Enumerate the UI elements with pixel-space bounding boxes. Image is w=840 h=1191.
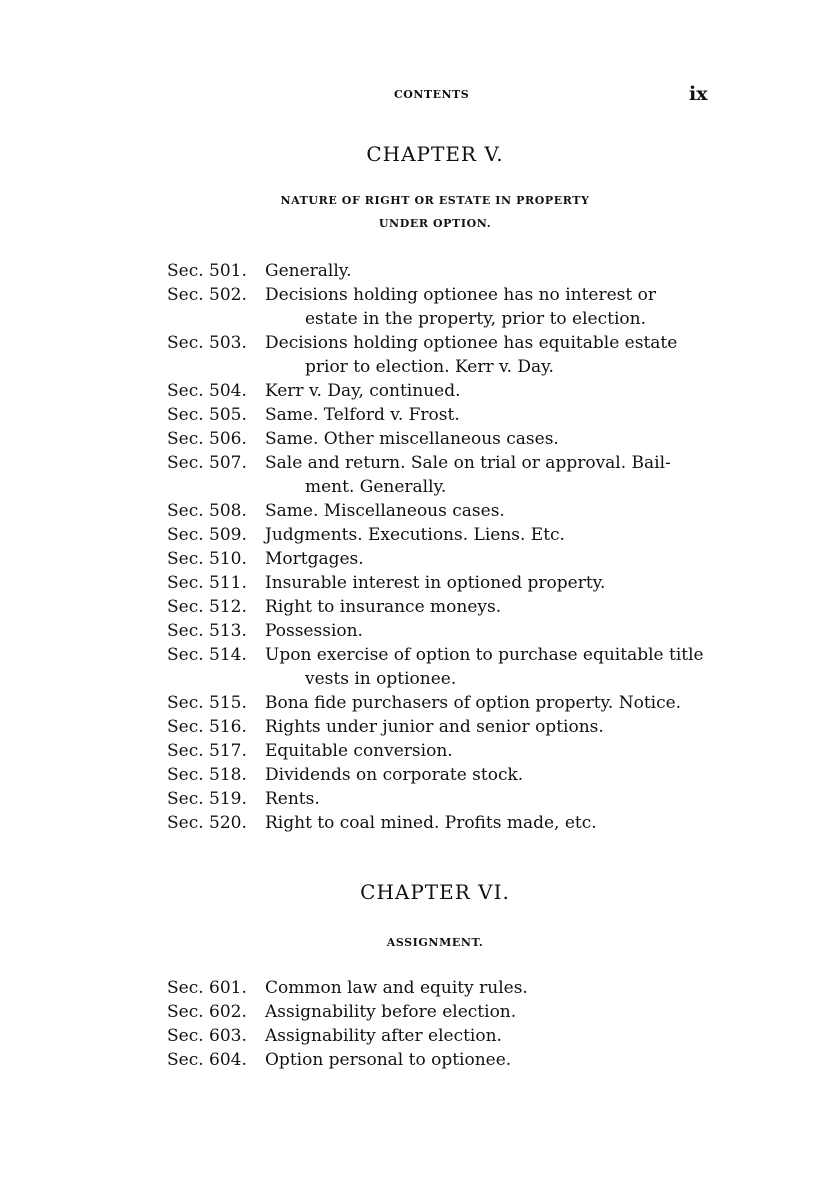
section-entry <box>167 523 727 547</box>
section-title-line: Right to coal mined. Profits made, etc. <box>265 813 597 833</box>
section-title-line: Dividends on corporate stock. <box>265 765 524 785</box>
section-title-line: Mortgages. <box>265 549 364 569</box>
section-number: Sec. 520. <box>167 813 247 833</box>
section-title-line: Judgments. Executions. Liens. Etc. <box>265 525 565 545</box>
section-number: Sec. 517. <box>167 741 247 761</box>
chapter-subtitle-line: NATURE OF RIGHT OR ESTATE IN PROPERTY <box>280 194 590 207</box>
section-entry <box>167 787 727 811</box>
section-title <box>265 547 727 571</box>
section-title-line: Possession. <box>265 621 363 641</box>
section-title <box>265 715 727 739</box>
section-number: Sec. 518. <box>167 765 247 785</box>
section-number: Sec. 512. <box>167 597 247 617</box>
section-number: Sec. 515. <box>167 693 247 713</box>
running-head <box>0 83 840 108</box>
section-title <box>265 499 727 523</box>
section-entry <box>167 691 727 715</box>
section-title <box>265 427 727 451</box>
section-title-line: Upon exercise of option to purchase equitable title <box>265 645 704 665</box>
section-title-line: Sale and return. Sale on trial or approval. Bail- <box>265 453 671 473</box>
section-title-line: Option personal to optionee. <box>265 1050 512 1070</box>
section-title <box>265 523 727 547</box>
section-title-line: Assignability after election. <box>265 1026 502 1046</box>
running-head-title: CONTENTS <box>394 88 470 101</box>
section-title-continuation: ment. Generally. <box>305 477 447 497</box>
section-title-line: Decisions holding optionee has no interest or <box>265 285 656 305</box>
section-entry <box>167 763 727 787</box>
section-title-line: Equitable conversion. <box>265 741 453 761</box>
section-number: Sec. 506. <box>167 429 247 449</box>
section-title-continuation: estate in the property, prior to election. <box>305 309 646 329</box>
section-number: Sec. 507. <box>167 453 247 473</box>
section-title <box>265 1024 727 1048</box>
section-title <box>265 283 727 331</box>
section-entry <box>167 379 727 403</box>
section-number: Sec. 508. <box>167 501 247 521</box>
section-entry <box>167 643 727 691</box>
section-title-line: Right to insurance moneys. <box>265 597 502 617</box>
section-title-line: Common law and equity rules. <box>265 978 528 998</box>
chapter-title: CHAPTER VI. <box>360 880 510 904</box>
section-title-line: Rents. <box>265 789 320 809</box>
section-entry <box>167 259 727 283</box>
section-number: Sec. 601. <box>167 978 247 998</box>
section-title-line: Generally. <box>265 261 352 281</box>
chapter-subtitle-line: UNDER OPTION. <box>378 217 492 230</box>
section-number: Sec. 505. <box>167 405 247 425</box>
section-entry <box>167 403 727 427</box>
section-number: Sec. 504. <box>167 381 247 401</box>
section-entry <box>167 547 727 571</box>
section-title <box>265 619 727 643</box>
section-title-line: Insurable interest in optioned property. <box>265 573 606 593</box>
section-title <box>265 1048 727 1072</box>
section-entry <box>167 283 727 331</box>
section-title-line: Same. Other miscellaneous cases. <box>265 429 559 449</box>
section-title <box>265 403 727 427</box>
section-entry <box>167 595 727 619</box>
chapter-subtitle-line: ASSIGNMENT. <box>386 936 484 949</box>
section-title-line: Kerr v. Day, continued. <box>265 381 461 401</box>
section-entry <box>167 811 727 835</box>
section-number: Sec. 519. <box>167 789 247 809</box>
section-title <box>265 739 727 763</box>
section-entry <box>167 715 727 739</box>
section-entry <box>167 331 727 379</box>
section-number: Sec. 511. <box>167 573 247 593</box>
section-number: Sec. 603. <box>167 1026 247 1046</box>
chapter-title: CHAPTER V. <box>366 142 504 166</box>
section-title <box>265 595 727 619</box>
section-number: Sec. 509. <box>167 525 247 545</box>
section-title <box>265 451 727 499</box>
section-title-line: Same. Telford v. Frost. <box>265 405 460 425</box>
section-title <box>265 331 727 379</box>
page-number: ix <box>689 83 708 105</box>
section-title <box>265 691 727 715</box>
section-title <box>265 643 727 691</box>
section-title-line: Assignability before election. <box>265 1002 517 1022</box>
section-entry <box>167 1024 727 1048</box>
section-entry <box>167 739 727 763</box>
section-entry <box>167 1000 727 1024</box>
section-number: Sec. 602. <box>167 1002 247 1022</box>
section-entry <box>167 571 727 595</box>
section-list <box>167 976 727 1072</box>
section-title-continuation: vests in optionee. <box>305 669 457 689</box>
section-number: Sec. 604. <box>167 1050 247 1070</box>
section-number: Sec. 514. <box>167 645 247 665</box>
section-title <box>265 1000 727 1024</box>
section-entry <box>167 976 727 1000</box>
section-number: Sec. 510. <box>167 549 247 569</box>
section-title <box>265 571 727 595</box>
section-entry <box>167 427 727 451</box>
section-number: Sec. 502. <box>167 285 247 305</box>
section-number: Sec. 513. <box>167 621 247 641</box>
section-title-continuation: prior to election. Kerr v. Day. <box>305 357 554 377</box>
section-title <box>265 976 727 1000</box>
section-entry <box>167 619 727 643</box>
section-title <box>265 787 727 811</box>
section-title-line: Decisions holding optionee has equitable estate <box>265 333 678 353</box>
section-title <box>265 379 727 403</box>
section-number: Sec. 501. <box>167 261 247 281</box>
section-number: Sec. 503. <box>167 333 247 353</box>
section-title-line: Bona fide purchasers of option property. Notice. <box>265 693 682 713</box>
section-entry <box>167 451 727 499</box>
section-entry <box>167 499 727 523</box>
section-title-line: Rights under junior and senior options. <box>265 717 604 737</box>
section-entry <box>167 1048 727 1072</box>
section-title <box>265 811 727 835</box>
section-number: Sec. 516. <box>167 717 247 737</box>
section-list <box>167 259 727 835</box>
section-title <box>265 259 727 283</box>
section-title-line: Same. Miscellaneous cases. <box>265 501 505 521</box>
section-title <box>265 763 727 787</box>
